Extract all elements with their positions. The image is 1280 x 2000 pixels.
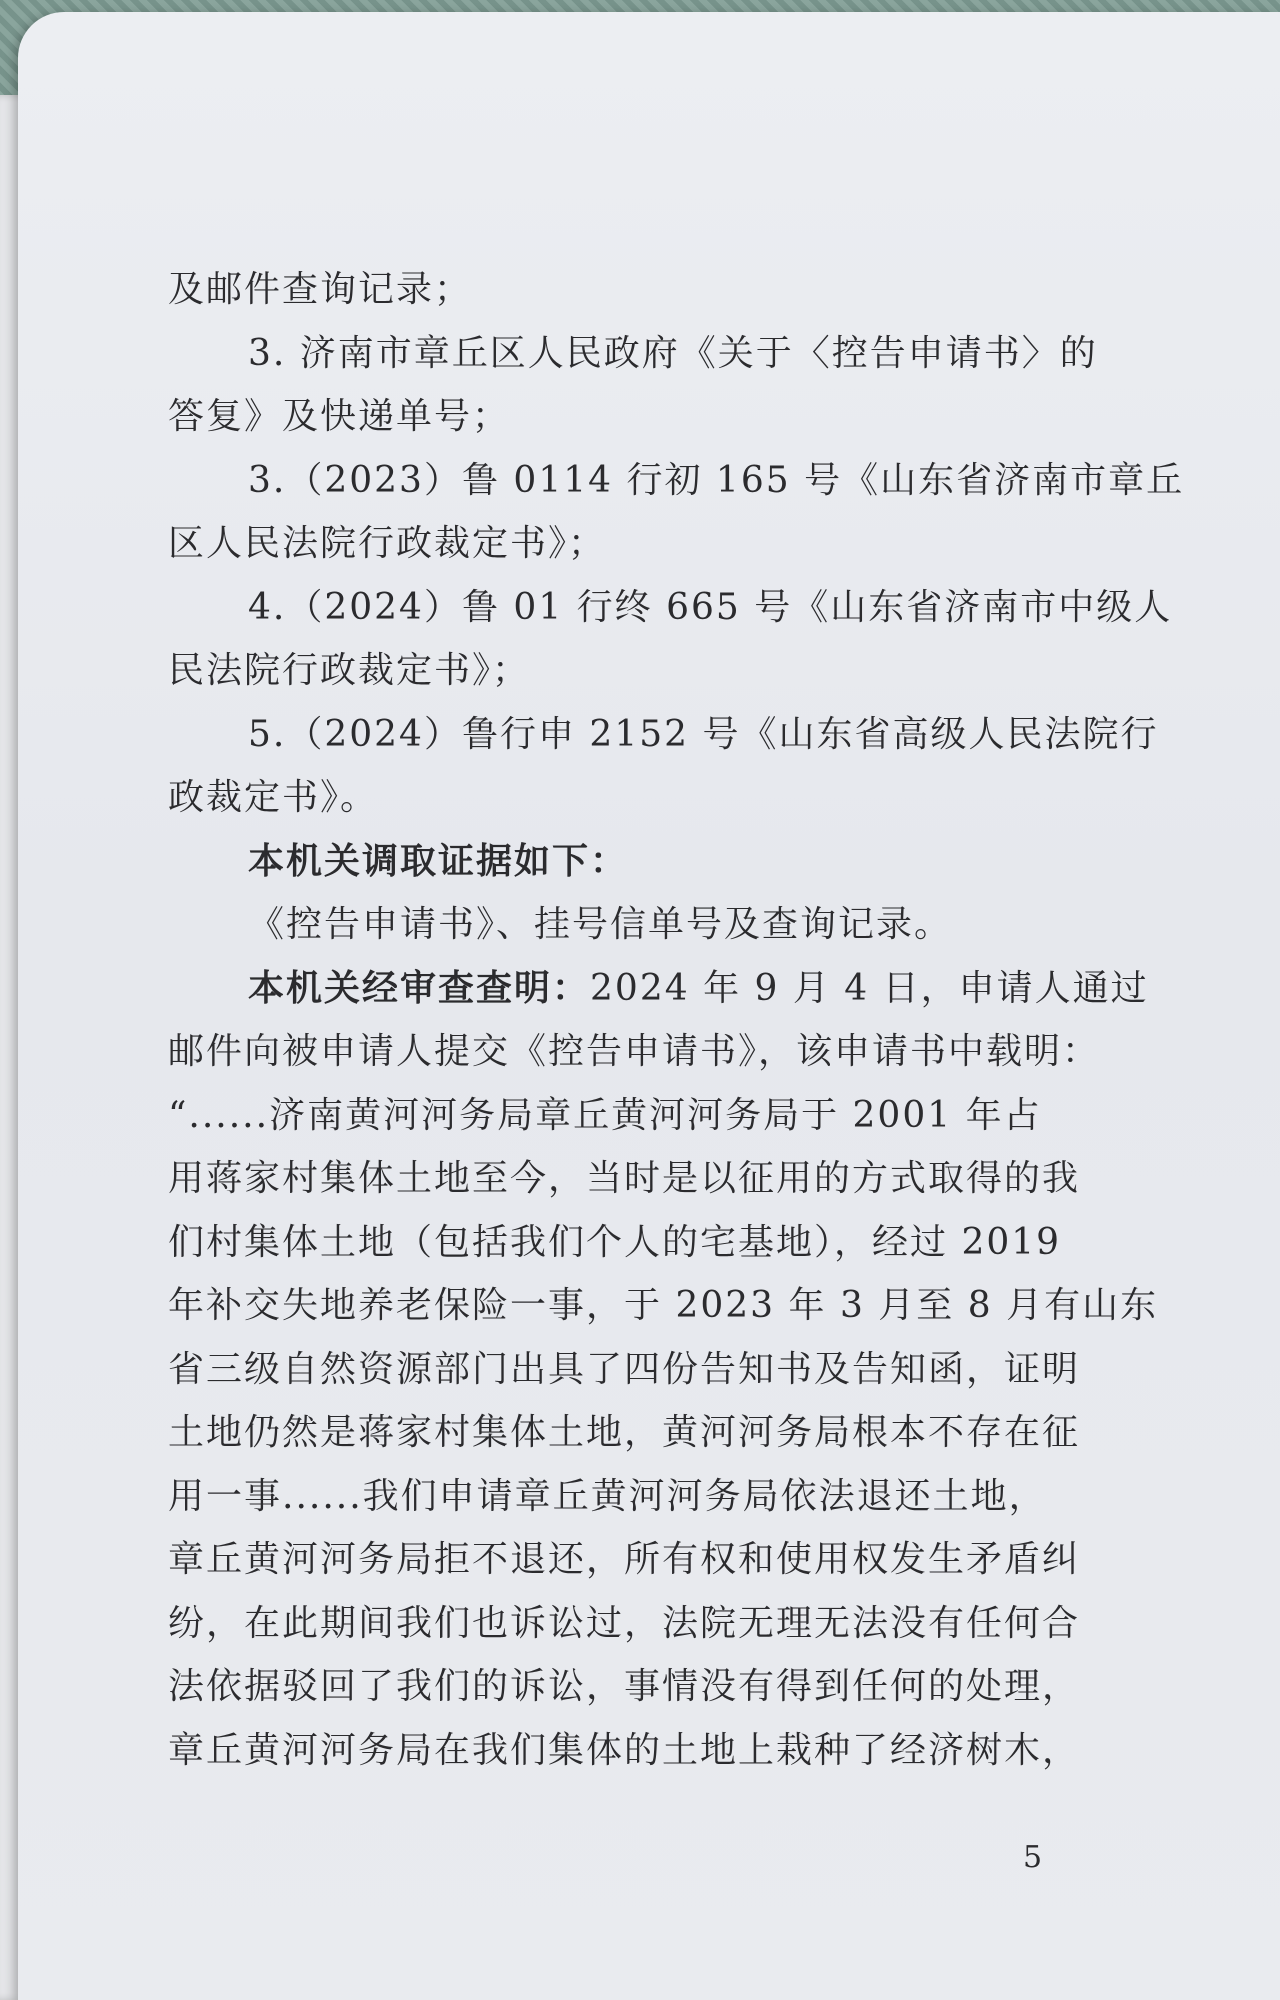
page-number: 5 — [1023, 1840, 1043, 1875]
evidence-list-item: 4.（2024）鲁 01 行终 665 号《山东省济南市中级人 — [248, 586, 1173, 628]
finding-line — [168, 957, 1149, 1021]
finding-label: 本机关经审查查明： — [248, 967, 591, 1009]
finding-line: 用一事......我们申请章丘黄河河务局依法退还土地， — [168, 1475, 1047, 1517]
finding-line: 章丘黄河河务局拒不退还，所有权和使用权发生矛盾纠 — [168, 1539, 1081, 1580]
document-body — [168, 258, 1185, 1782]
finding-line: 纷，在此期间我们也诉讼过，法院无理无法没有任何合 — [168, 1602, 1081, 1644]
document-page — [18, 12, 1280, 2000]
evidence-list-item-continuation: 答复》及快递单号； — [168, 396, 511, 437]
finding-line: 年补交失地养老保险一事，于 2023 年 3 月至 8 月有山东 — [168, 1285, 1159, 1326]
finding-line: “......济南黄河河务局章丘黄河河务局于 2001 年占 — [168, 1094, 1042, 1136]
finding-line: 们村集体土地（包括我们个人的宅基地），经过 2019 — [168, 1221, 1062, 1263]
evidence-list-item: 5.（2024）鲁行申 2152 号《山东省高级人民法院行 — [248, 713, 1159, 755]
finding-line: 章丘黄河河务局在我们集体的土地上栽种了经济树木， — [168, 1729, 1081, 1771]
finding-line: 邮件向被申请人提交《控告申请书》，该申请书中载明： — [168, 1031, 1101, 1072]
finding-line: 土地仍然是蒋家村集体土地，黄河河务局根本不存在征 — [168, 1412, 1081, 1453]
evidence-list-item: 3.（2023）鲁 0114 行初 165 号《山东省济南市章丘 — [248, 459, 1185, 501]
evidence-list-item-continuation: 民法院行政裁定书》； — [168, 650, 531, 691]
evidence-list-item-continuation: 区人民法院行政裁定书》； — [168, 523, 607, 564]
finding-line: 用蒋家村集体土地至今，当时是以征用的方式取得的我 — [168, 1158, 1081, 1199]
body-line: 及邮件查询记录； — [168, 269, 473, 310]
evidence-item: 《控告申请书》、挂号信单号及查询记录。 — [248, 904, 953, 945]
evidence-heading: 本机关调取证据如下： — [248, 840, 629, 882]
finding-line: 法依据驳回了我们的诉讼，事情没有得到任何的处理， — [168, 1666, 1081, 1707]
finding-line: 省三级自然资源部门出具了四份告知书及告知函，证明 — [168, 1348, 1081, 1390]
evidence-list-item: 3. 济南市章丘区人民政府《关于〈控告申请书〉的 — [248, 332, 1098, 374]
evidence-list-item-continuation: 政裁定书》。 — [168, 777, 379, 818]
finding-text: 2024 年 9 月 4 日，申请人通过 — [590, 967, 1149, 1009]
